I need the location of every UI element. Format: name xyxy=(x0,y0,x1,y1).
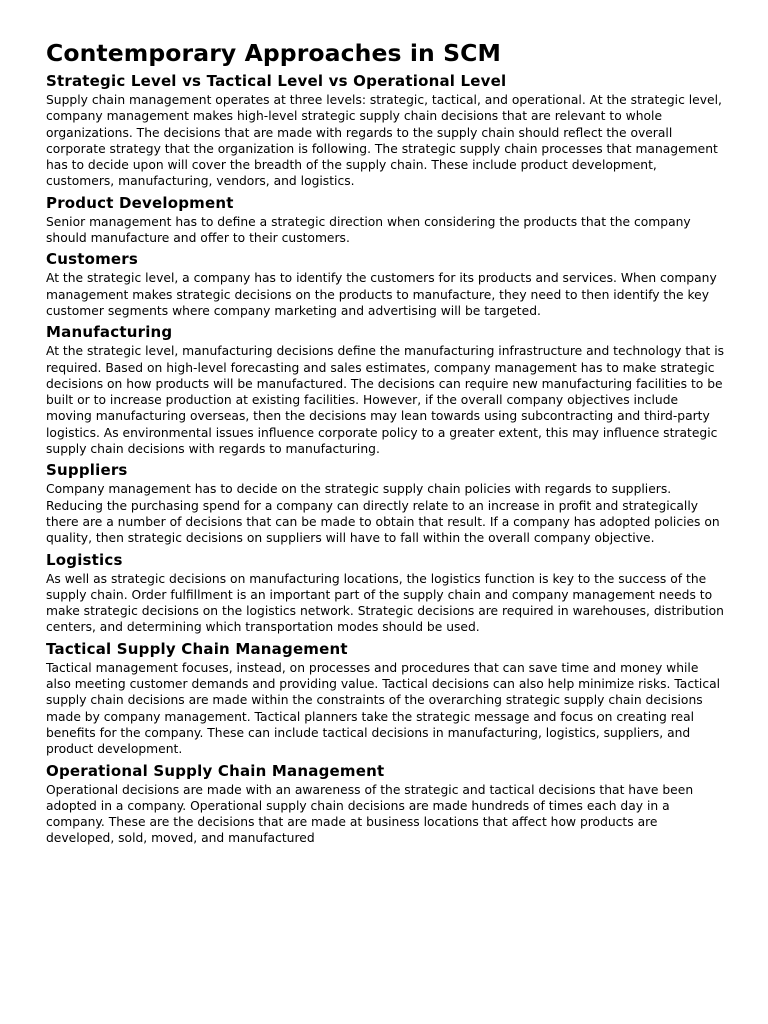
section-operational-scm xyxy=(46,761,726,847)
section-body: At the strategic level, a company has to identify the customers for its products and services. When company management makes strategic decisions on the products to manufacture, they need to then identify the key customer segments where company marketing and advertising will be targeted. xyxy=(46,271,717,318)
section-heading: Operational Supply Chain Management xyxy=(46,761,385,780)
section-heading: Logistics xyxy=(46,550,123,569)
section-body: As well as strategic decisions on manufacturing locations, the logistics function is key to the success of the supply chain. Order fulfillment is an important part of the supply chain and company management needs to make strategic decisions on the logistics network. Strategic decisions are required in warehouses, distribution centers, and determining which transportation modes should be used. xyxy=(46,571,724,635)
section-body: At the strategic level, manufacturing decisions define the manufacturing infrastructure and technology that is required. Based on high-level forecasting and sales estimates, company management has to make strategic decisions on how products will be manufactured. The decisions can require new manufacturing facilities to be built or to increase production at existing facilities. However, if the overall company objectives include moving manufacturing overseas, then the decisions may lean towards using subcontracting and third-party logistics. As environmental issues influence corporate policy to a greater extent, this may influence strategic supply chain decisions with regards to manufacturing. xyxy=(46,344,725,457)
section-manufacturing xyxy=(46,322,726,457)
section-body: Tactical management focuses, instead, on processes and procedures that can save time and money while also meeting customer demands and providing value. Tactical decisions can also help minimize risks. Tactical supply chain decisions are made within the constraints of the overarching strategic supply chain decisions made by company management. Tactical planners take the strategic message and focus on creating real benefits for the company. These can include tactical decisions in manufacturing, logistics, suppliers, and product development. xyxy=(46,660,721,757)
section-heading: Manufacturing xyxy=(46,323,173,342)
document-page xyxy=(46,38,726,850)
section-heading: Strategic Level vs Tactical Level vs Operational Level xyxy=(46,72,507,90)
section-heading: Product Development xyxy=(46,193,234,212)
section-product-development xyxy=(46,193,726,247)
section-logistics xyxy=(46,550,726,636)
section-tactical-scm xyxy=(46,639,726,758)
section-heading: Customers xyxy=(46,250,139,269)
section-suppliers xyxy=(46,460,726,546)
section-body: Company management has to decide on the strategic supply chain policies with regards to suppliers. Reducing the purchasing spend for a company can directly relate to an increase in profit and strategically there are a number of decisions that can be made to obtain that result. If a company has adopted policies on quality, then strategic decisions on suppliers will have to fall within the overall company objective. xyxy=(46,482,720,546)
section-heading: Tactical Supply Chain Management xyxy=(46,639,348,658)
section-body: Operational decisions are made with an awareness of the strategic and tactical decisions that have been adopted in a company. Operational supply chain decisions are made hundreds of times each day in a company. These are the decisions that are made at business locations that affect how products are developed, sold, moved, and manufactured xyxy=(46,782,694,846)
section-customers xyxy=(46,249,726,319)
section-body: Senior management has to define a strategic direction when considering the products that the company should manufacture and offer to their customers. xyxy=(46,214,691,246)
section-heading: Suppliers xyxy=(46,461,128,480)
section-body: Supply chain management operates at three levels: strategic, tactical, and operational. At the strategic level, company management makes high-level strategic supply chain decisions that are relevant to whole organizations. The decisions that are made with regards to the supply chain should reflect the overall corporate strategy that the organization is following. The strategic supply chain processes that management has to decide upon will cover the breadth of the supply chain. These include product development, customers, manufacturing, vendors, and logistics. xyxy=(46,93,722,189)
section-strategic-levels xyxy=(46,71,726,190)
document-title: Contemporary Approaches in SCM xyxy=(46,39,501,67)
